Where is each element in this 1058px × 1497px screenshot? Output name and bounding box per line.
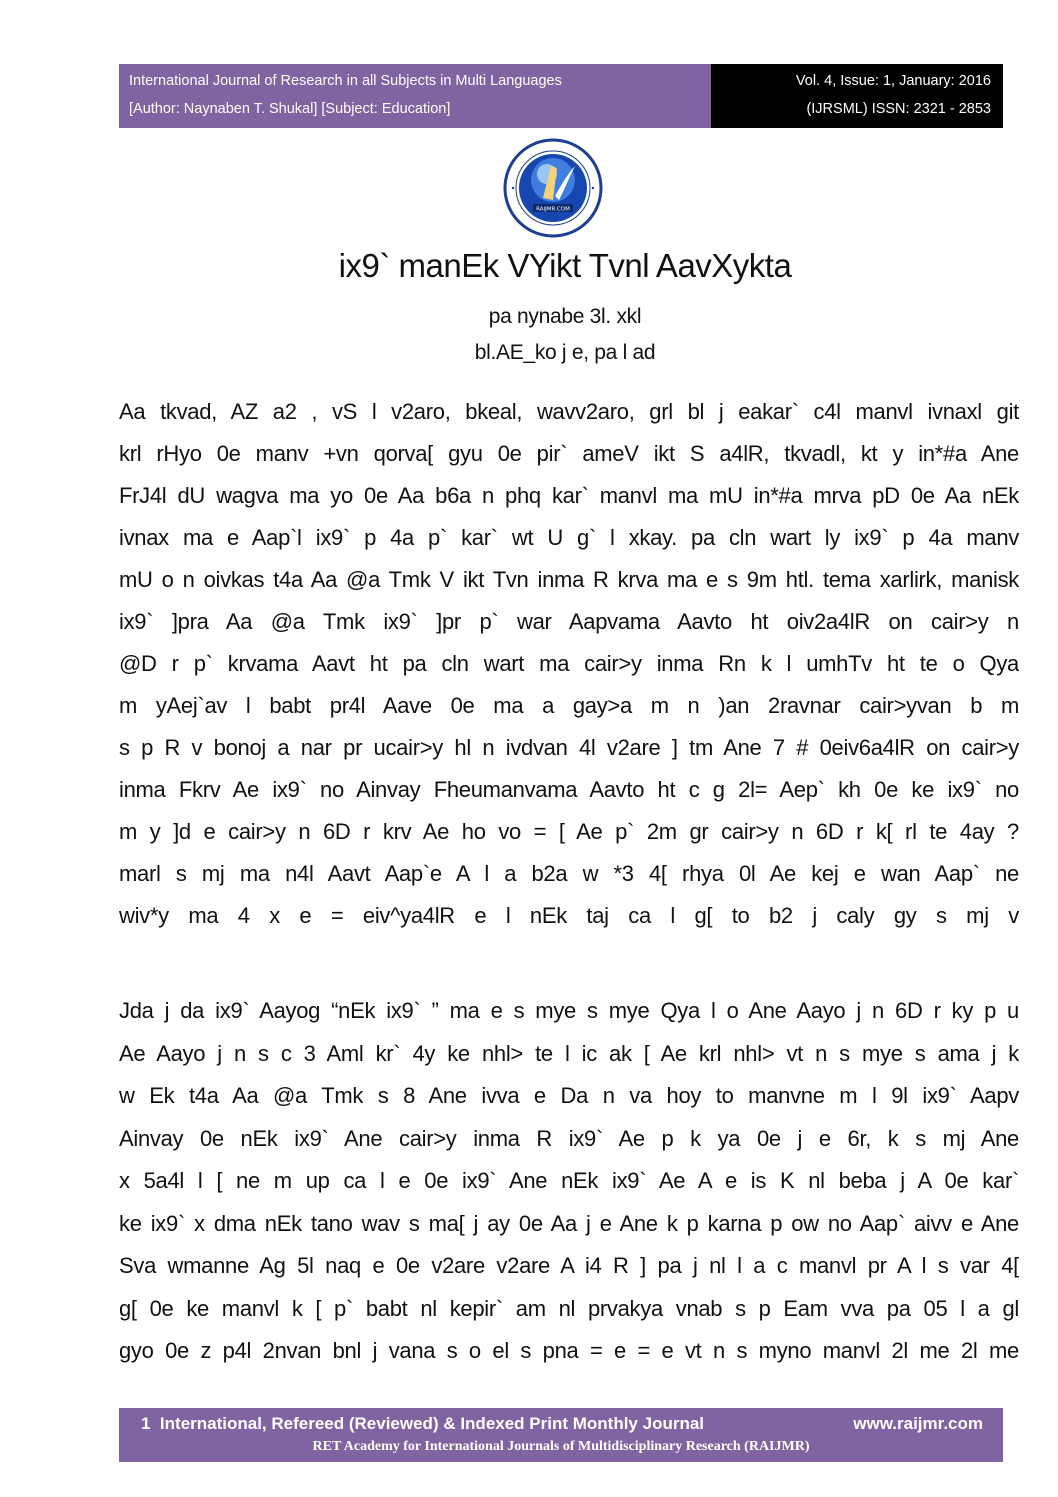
text-line: Ainvay 0e nEk ix9` Ane cair>y inma R ix9` Ae p k ya 0e j e 6r, k s mj Ane [119,1125,1019,1151]
text-line: gyo 0e z p4l 2nvan bnl j vana s o el s pna = e = e vt n s myno manvl 2l me 2l me [119,1338,1019,1363]
journal-type: International, Refereed (Reviewed) & Indexed Print Monthly Journal [159,1414,705,1433]
author-name: pa nynabe 3l. xkl [488,305,642,328]
text-line: @D r p` krvama Aavt ht pa cln wart ma cair>y inma Rn k l umhTv ht te o Qya [119,651,1019,676]
header-right-panel [711,64,1003,128]
volume-issue: Vol. 4, Issue: 1, January: 2016 [795,73,991,89]
author-affiliation: bl.AE_ko j e, pa l ad [474,341,656,364]
text-line: Jda j da ix9` Aayog “nEk ix9` ” ma e s mye s mye Qya l o Ane Aayo j n 6D r ky p u [119,998,1019,1023]
text-line: m y ]d e cair>y n 6D r krv Ae ho vo = [ Ae p` 2m gr cair>y n 6D r k[ rl te 4ay ? [119,819,1019,844]
text-line: Ae Aayo j n s c 3 Aml kr` 4y ke nhl> te l ic ak [ Ae krl nhl> vt n s mye s ama j k [119,1040,1019,1066]
paragraph-1 [119,391,1019,937]
text-line: mU o n oivkas t4a Aa @a Tmk V ikt Tvn inma R krva ma e s 9m htl. tema xarlirk, manisk [119,567,1019,592]
text-line: s p R v bonoj a nar pr ucair>y hl n ivdvan 4l v2are ] tm Ane 7 # 0eiv6a4lR on cair>y [119,735,1019,760]
text-line: wiv*y ma 4 x e = eiv^ya4lR e l nEk taj ca l g[ to b2 j caly gy s mj v [119,903,1019,928]
logo-text: RAIJMR.COM [536,206,570,213]
journal-header [119,64,1003,128]
text-line: inma Fkrv Ae ix9` no Ainvay Fheumanvama Aavto ht c g 2l= Aep` kh 0e ke ix9` no [119,777,1019,802]
text-line: krl rHyo 0e manv +vn qorva[ gyu 0e pir` ameV ikt S a4lR, tkvadl, kt y in*#a Ane [119,441,1019,466]
header-left-panel [119,64,711,128]
text-line: ivnax ma e Aap`l ix9` p 4a p` kar` wt U g` l xkay. pa cln wart ly ix9` p 4a manv [119,525,1019,550]
author-subject: [Author: Naynaben T. Shukal] [Subject: Education] [129,101,451,117]
page-number: 1 [141,1414,151,1433]
text-line: w Ek t4a Aa @a Tmk s 8 Ane ivva e Da n va hoy to manvne m l 9l ix9` Aapv [119,1083,1019,1108]
raijmr-seal-logo-icon [503,138,603,238]
footer-left [141,1411,704,1437]
journal-footer [119,1408,1003,1462]
paragraph-2 [119,990,1019,1373]
text-line: ix9` ]pra Aa @a Tmk ix9` ]pr p` war Aapvama Aavto ht oiv2a4lR on cair>y n [119,609,1019,634]
text-line: x 5a4l l [ ne m up ca l e 0e ix9` Ane nEk ix9` Ae A e is K nl beba j A 0e kar` [119,1168,1019,1193]
publisher-name: RET Academy for International Journals of Multidisciplinary Research (RAIJMR) [312,1439,810,1454]
article-title: ix9` manEk VYikt Tvnl AavXykta [338,247,792,284]
text-line: Aa tkvad, AZ a2 , vS l v2aro, bkeal, wavv2aro, grl bl j eakar` c4l manvl ivnaxl git [119,399,1019,424]
text-line: g[ 0e ke manvl k [ p` babt nl kepir` am nl prvakya vnab s p Eam vva pa 05 l a gl [119,1295,1019,1321]
website-link[interactable]: www.raijmr.com [853,1414,983,1433]
issn: (IJRSML) ISSN: 2321 - 2853 [806,101,991,117]
text-line: Sva wmanne Ag 5l naq e 0e v2are v2are A i4 R ] pa j nl l a c manvl pr A l s var 4[ [119,1253,1019,1278]
text-line: FrJ4l dU wagva ma yo 0e Aa b6a n phq kar` manvl ma mU in*#a mrva pD 0e Aa nEk [119,483,1019,508]
journal-name: International Journal of Research in all Subjects in Multi Languages [129,73,562,89]
text-line: m yAej`av l babt pr4l Aave 0e ma a gay>a m n )an 2ravnar cair>yvan b m [119,693,1019,718]
text-line: marl s mj ma n4l Aavt Aap`e A l a b2a w *3 4[ rhya 0l Ae kej e wan Aap` ne [119,861,1019,886]
text-line: ke ix9` x dma nEk tano wav s ma[ j ay 0e Aa j e Ane k p karna p ow no Aap` aivv e Ane [119,1210,1019,1236]
